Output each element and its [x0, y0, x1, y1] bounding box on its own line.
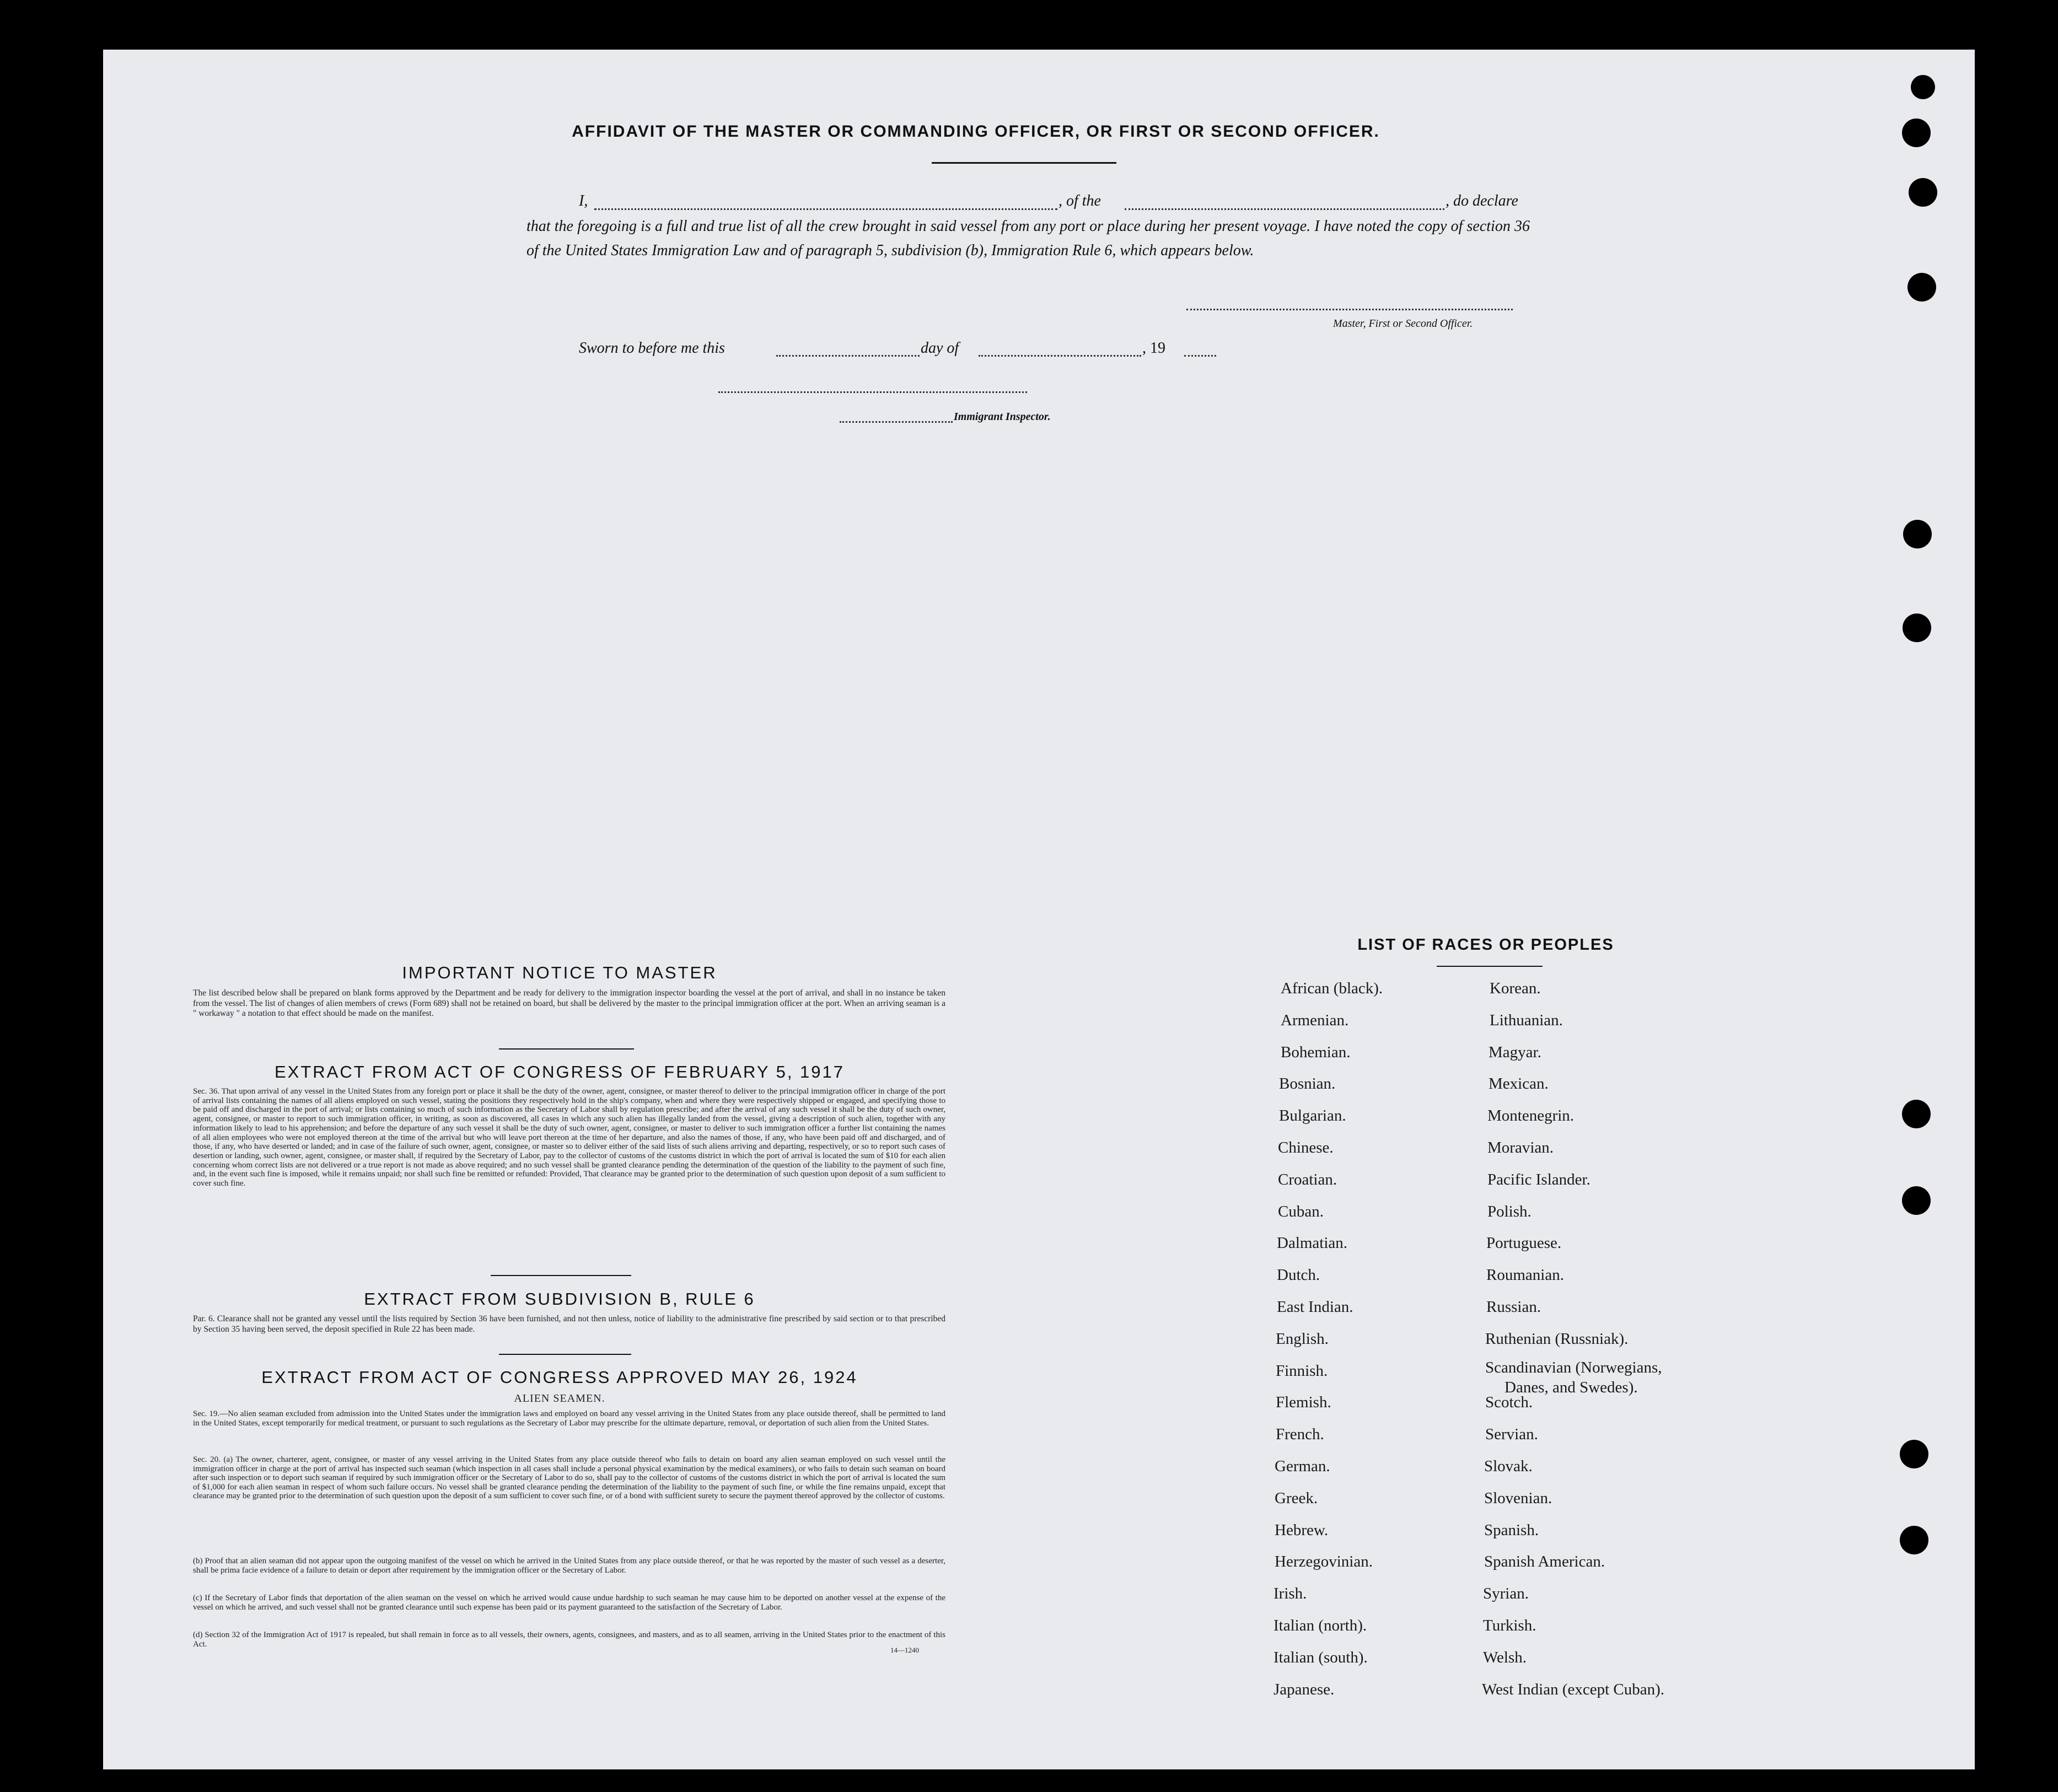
race-item: Croatian. [1278, 1170, 1337, 1188]
race-item: Portuguese. [1486, 1234, 1562, 1252]
sworn-month-field[interactable] [979, 355, 1141, 357]
master-signature-label: Master, First or Second Officer. [1333, 317, 1473, 330]
notice-text: The list described below shall be prepared on blank forms approved by the Department and be ready for delivery to the immigration inspector boarding the vessel at the port of arrival, and shall in no instance be taken from the vessel. The list of changes of alien members of crews (Form 689) shall not be retained on board, but shall be delivered by the master to the principal immigration officer at the port. When an arriving seaman is a " workaway " a notation to that effect should be made on the manifest. [193, 988, 945, 1018]
race-item: Bosnian. [1279, 1075, 1336, 1093]
extract-1924-title: EXTRACT FROM ACT OF CONGRESS APPROVED MAY 26, 1924 [261, 1368, 858, 1387]
extract-1924-sec20c: (c) If the Secretary of Labor finds that deportation of the alien seaman on the vessel on which he arrived would cause undue hardship to such seaman he may cause him to be deported on another vessel at the expense of the vessel on which he arrived, and such vessel shall not be granted clearance until such expense has been paid or its payment guaranteed to the satisfaction of the Secretary of Labor. [193, 1594, 945, 1612]
affidavit-of-the-label: , of the [1058, 192, 1101, 209]
extract-1924-sec19: Sec. 19.—No alien seaman excluded from admission into the United States under the immigration laws and employed on board any vessel arriving in the United States from any place outside thereof, shall be permitted to land in the United States, except temporarily for medical treatment, or pursuant to such regulations as the Secretary of Labor may prescribe for the ultimate departure, removal, or deportation of such alien from the United States. [193, 1409, 945, 1428]
race-item: French. [1276, 1425, 1324, 1444]
extract-1924-subtitle: ALIEN SEAMEN. [514, 1392, 605, 1404]
extract-1924-sec20a: Sec. 20. (a) The owner, charterer, agent, consignee, or master of any vessel arriving in the United States from any place outside thereof who fails to detain on board any alien seaman employed on such vessel until the immigration officer in charge at the port of arrival has inspected such seaman (which inspection in all cases shall include a personal physical examination by the medical examiners), or who fails to detain such seaman on board after such inspection or to deport such seaman if required by such immigration officer or the Secretary of Labor to do so, shall pay to the collector of customs of the customs district in which the port of arrival is located the sum of $1,000 for each alien seaman in respect of whom such failure occurs. No vessel shall be granted clearance pending the determination of the liability to the payment of such fine, or while the fine remains unpaid, except that clearance may be granted prior to the determination of such question upon the deposit of a sum sufficient to cover such fine, or of a bond with sufficient surety to secure the payment thereof approved by the collector of customs. [193, 1455, 945, 1500]
punch-hole [1911, 75, 1935, 99]
declarant-name-field[interactable] [594, 208, 1057, 210]
race-item: English. [1276, 1330, 1329, 1348]
race-item: Scandinavian (Norwegians, [1485, 1358, 1662, 1376]
vessel-name-field[interactable] [1125, 208, 1444, 210]
day-of-label: day of [921, 340, 959, 357]
form-number: 14—1240 [890, 1646, 919, 1654]
extract-1917-rule [491, 1275, 631, 1276]
race-item: Italian (south). [1274, 1648, 1368, 1666]
punch-hole [1902, 1100, 1931, 1128]
notice-title: IMPORTANT NOTICE TO MASTER [402, 963, 717, 982]
race-item: Slovenian. [1484, 1489, 1552, 1507]
races-title-rule [1437, 966, 1543, 967]
race-item: Chinese. [1278, 1139, 1334, 1156]
document-sheet [103, 50, 1975, 1769]
punch-hole [1903, 520, 1932, 548]
race-item: Scotch. [1485, 1393, 1533, 1412]
affidavit-title-rule [932, 162, 1116, 164]
race-item: Moravian. [1487, 1139, 1554, 1156]
punch-hole [1909, 178, 1937, 207]
race-item: Magyar. [1489, 1043, 1541, 1061]
extract-rule6-title: EXTRACT FROM SUBDIVISION B, RULE 6 [364, 1289, 755, 1309]
punch-hole [1900, 1440, 1928, 1468]
race-item: Bulgarian. [1279, 1107, 1346, 1125]
races-title: LIST OF RACES OR PEOPLES [1357, 936, 1614, 954]
race-item: Polish. [1487, 1202, 1532, 1220]
inspector-signature-field[interactable] [718, 391, 1027, 393]
inspector-label: Immigrant Inspector. [954, 411, 1051, 423]
race-item: Armenian. [1281, 1011, 1349, 1029]
inspector-prefix-dots [840, 421, 953, 423]
sworn-label: Sworn to before me this [579, 340, 725, 357]
race-item: Herzegovinian. [1275, 1553, 1373, 1571]
race-item: Italian (north). [1274, 1617, 1367, 1634]
race-item: Cuban. [1278, 1202, 1324, 1220]
race-item: Russian. [1486, 1298, 1541, 1316]
race-item: Flemish. [1276, 1393, 1331, 1412]
race-item: Greek. [1275, 1489, 1318, 1507]
race-item: Spanish American. [1484, 1553, 1605, 1571]
punch-hole [1902, 1186, 1931, 1215]
punch-hole [1907, 273, 1936, 302]
race-item: German. [1275, 1457, 1330, 1475]
extract-1924-sec20b: (b) Proof that an alien seaman did not appear upon the outgoing manifest of the vessel on which he arrived in the United States from any place outside thereof, or that he was reported by the master of such vessel as a deserter, shall be prima facie evidence of a failure to detain or deport after requirement by the immigration officer or the Secretary of Labor. [193, 1557, 945, 1575]
extract-1917-text: Sec. 36. That upon arrival of any vessel in the United States from any foreign port or place it shall be the duty of the owner, agent, consignee, or master thereof to deliver to the principal immigration officer in charge of the port of arrival lists containing the names of all aliens employed on such vessel, stating the positions they respectively hold in the ship's company, when and where they were respectively shipped or engaged, and specifying those to be paid off and discharged in the port of arrival; or lists containing so much of such information as the Secretary of Labor shall by regulation prescribe; and after the arrival of any such vessel it shall be the duty of such owner, agent, consignee, or master to report to such immigration officer, in writing, as soon as discovered, all cases in which any such alien has illegally landed from the vessel, giving a description of such alien, together with any information likely to lead to his apprehension; and before the departure of any such vessel it shall be the duty of such owner, agent, consignee, or master to deliver to such immigration officer a further list containing the names of all alien employees who were not employed thereon at the time of the arrival but who will leave port thereon at the time of her departure, and also the names of those, if any, who have been paid off and discharged, and of those, if any, who have deserted or landed; and in case of the failure of such owner, agent, consignee, or master so to deliver either of the said lists of such aliens arriving and departing, respectively, or so to report such cases of desertion or landing, such owner, agent, consignee, or master shall, if required by the Secretary of Labor, pay to the collector of customs of the customs district in which the port of arrival is located the sum of $10 for each alien concerning whom correct lists are not delivered or a true report is not made as above required; and no such vessel shall be granted clearance pending the determination of the question of the liability to the payment of such fine, and, in the event such fine is imposed, while it remains unpaid; nor shall such fine be remitted or refunded: Provided, That clearance may be granted prior to the determination of such question upon deposit of a sum sufficient to cover such fine. [193, 1087, 945, 1188]
race-item: Montenegrin. [1487, 1107, 1575, 1125]
affidavit-declare-label: , do declare [1446, 192, 1518, 209]
race-item: Hebrew. [1275, 1521, 1329, 1539]
race-item: Pacific Islander. [1487, 1170, 1590, 1188]
race-item: Irish. [1274, 1585, 1307, 1603]
race-item: Dalmatian. [1277, 1234, 1348, 1252]
sworn-year-field[interactable] [1184, 355, 1216, 357]
sworn-day-field[interactable] [776, 355, 920, 357]
extract-1924-sec20d: (d) Section 32 of the Immigration Act of 1917 is repealed, but shall remain in force as to all vessels, their owners, agents, consignees, and masters, and as to all seamen, arriving in the United States prior to the enactment of this Act. [193, 1630, 945, 1649]
affidavit-body: that the foregoing is a full and true list of all the crew brought in said vessel from any port or place during her present voyage. I have noted the copy of section 36 of the United States Immigration Law and of paragraph 5, subdivision (b), Immigration Rule 6, which appears below. [526, 218, 1530, 259]
punch-hole [1902, 119, 1931, 147]
race-item: Bohemian. [1281, 1043, 1351, 1061]
race-item: Servian. [1485, 1425, 1538, 1444]
notice-rule [499, 1048, 634, 1050]
race-item: Slovak. [1484, 1457, 1533, 1475]
affidavit-title: AFFIDAVIT OF THE MASTER OR COMMANDING OFFICER, OR FIRST OR SECOND OFFICER. [572, 122, 1380, 141]
race-item: Syrian. [1483, 1585, 1529, 1603]
punch-hole [1903, 614, 1931, 642]
race-item: Mexican. [1489, 1075, 1549, 1093]
race-item: West Indian (except Cuban). [1482, 1680, 1665, 1698]
race-item: Japanese. [1274, 1680, 1335, 1698]
race-item: Lithuanian. [1490, 1011, 1563, 1029]
race-item: Spanish. [1484, 1521, 1539, 1539]
race-item: Finnish. [1276, 1362, 1328, 1380]
punch-hole [1900, 1526, 1928, 1554]
extract-rule6-text: Par. 6. Clearance shall not be granted any vessel until the lists required by Section 36 have been furnished, and not then unless, notice of liability to the administrative fine prescribed by said section or to that prescribed by Section 35 having been served, the deposit specified in Rule 22 has been made. [193, 1314, 945, 1334]
affidavit-i-label: I, [579, 192, 588, 209]
race-item: Korean. [1490, 980, 1541, 997]
extract-rule6-rule [499, 1354, 631, 1355]
race-item-scandinavian-cont: Danes, and Swedes). [1504, 1379, 1638, 1396]
year-label: , 19 [1142, 340, 1165, 357]
race-item: Turkish. [1483, 1617, 1536, 1634]
master-signature-field[interactable] [1186, 309, 1513, 310]
race-item: Roumanian. [1486, 1266, 1564, 1284]
race-item: East Indian. [1277, 1298, 1353, 1316]
race-item: Ruthenian (Russniak). [1485, 1330, 1629, 1348]
extract-1917-title: EXTRACT FROM ACT OF CONGRESS OF FEBRUARY 5, 1917 [274, 1062, 845, 1081]
race-item: Dutch. [1277, 1266, 1320, 1284]
race-item: Welsh. [1483, 1648, 1527, 1666]
race-item: African (black). [1281, 980, 1383, 997]
